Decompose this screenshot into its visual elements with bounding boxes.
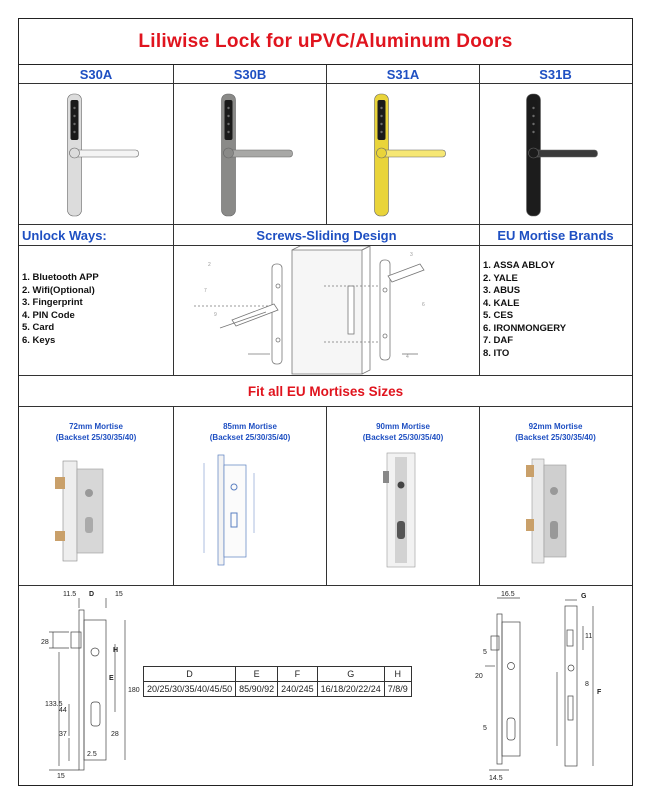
dim-label: 16.5: [501, 591, 515, 598]
list-item: 5. CES: [483, 310, 514, 321]
list-item: 1. ASSA ABLOY: [483, 260, 555, 271]
list-item: 5. Card: [22, 322, 55, 333]
keypad-key: [532, 115, 534, 117]
model-name: S30A: [19, 65, 174, 83]
dim-label: 2.5: [87, 751, 97, 758]
smart-lock-image: [174, 84, 327, 225]
list-item: 4. KALE: [483, 297, 520, 309]
svg-text:6: 6: [422, 302, 425, 308]
mortise-size: 92mm Mortise: [528, 422, 583, 431]
exploded-view-drawing: [174, 246, 480, 376]
fit-title-row: [19, 376, 632, 407]
list-item: 8. ITO: [483, 347, 510, 359]
dim-label: 20: [475, 673, 483, 680]
dim-label: 5: [483, 725, 487, 732]
mortise-cell: [174, 407, 327, 585]
mortise-image: [19, 443, 174, 573]
mortise-image: [327, 443, 480, 573]
brands-header: EU Mortise Brands: [497, 227, 614, 243]
smart-lock-image: [327, 84, 480, 225]
features-row: [19, 246, 632, 376]
list-item: 6. IRONMONGERY: [483, 322, 567, 334]
fit-title: Fit all EU Mortises Sizes: [247, 383, 404, 399]
lock-image-cell: [174, 84, 327, 224]
design-header: Screws-Sliding Design: [174, 225, 480, 245]
mortise-backset: (Backset 25/30/35/40): [362, 433, 444, 442]
mortise-size: 85mm Mortise: [223, 422, 277, 431]
lock-image-cell: [19, 84, 174, 224]
page-title: Liliwise Lock for uPVC/Aluminum Doors: [19, 19, 632, 65]
keypad-key: [73, 123, 75, 125]
table-cell: 7/8/9: [384, 682, 411, 697]
dim-label: D: [89, 591, 95, 598]
keypad-key: [380, 123, 382, 125]
table-header-cell: H: [384, 667, 411, 682]
lock-handle: [534, 150, 598, 157]
mortise-image: [480, 443, 631, 573]
keypad: [378, 100, 386, 140]
svg-text:3: 3: [410, 252, 413, 258]
dim-label: 11: [585, 633, 593, 640]
dimension-table: [143, 666, 412, 697]
keypad-key: [227, 107, 229, 109]
dim-label: 15: [57, 773, 65, 780]
mortise-backset: (Backset 25/30/35/40): [209, 433, 291, 442]
handle-rose: [70, 148, 80, 158]
list-item: 6. Keys: [22, 334, 56, 346]
keypad-key: [532, 131, 534, 133]
mortise-backset: (Backset 25/30/35/40): [515, 433, 596, 442]
installation-diagram: [174, 246, 480, 375]
unlock-ways-header: Unlock Ways:: [19, 225, 174, 245]
technical-drawing-section: [19, 586, 632, 783]
dim-label: 5: [483, 649, 487, 656]
brands-list: [480, 246, 631, 375]
dim-label: F: [597, 689, 602, 696]
model-header-row: [19, 65, 632, 84]
smart-lock-image: [19, 84, 174, 225]
keypad-key: [380, 131, 382, 133]
dim-label: 11.5: [63, 591, 77, 598]
model-name: S31A: [327, 65, 480, 83]
dim-label: 28: [41, 639, 49, 646]
smart-lock-image: [480, 84, 631, 225]
list-item: 2. Wifi(Optional): [22, 284, 95, 296]
unlock-ways-list: [19, 246, 174, 375]
keypad: [225, 100, 233, 140]
keypad: [71, 100, 79, 140]
handle-rose: [377, 148, 387, 158]
dim-label: 180: [128, 687, 140, 694]
table-header-cell: E: [236, 667, 278, 682]
lock-handle: [75, 150, 139, 157]
mortise-size: 72mm Mortise: [69, 422, 123, 431]
list-item: 4. PIN Code: [22, 309, 75, 321]
mortise-dimension-drawing-left: [19, 586, 149, 783]
keypad-key: [227, 131, 229, 133]
keypad-key: [380, 115, 382, 117]
table-header-cell: G: [317, 667, 384, 682]
table-row: [144, 682, 412, 697]
mortise-drawing: [174, 443, 327, 573]
dim-label: 15: [115, 591, 123, 598]
keypad-key: [73, 115, 75, 117]
mortise-dimension-drawing-right: [469, 586, 632, 783]
model-name: S30B: [174, 65, 327, 83]
list-item: 3. Fingerprint: [22, 297, 83, 308]
svg-text:9: 9: [214, 312, 217, 318]
section-header-row: [19, 225, 632, 246]
keypad-key: [227, 115, 229, 117]
keypad: [530, 100, 538, 140]
lock-handle: [229, 150, 293, 157]
table-cell: 20/25/30/35/40/45/50: [144, 682, 236, 697]
dim-label: 14.5: [489, 775, 503, 782]
list-item: 7. DAF: [483, 335, 514, 346]
table-cell: 85/90/92: [236, 682, 278, 697]
dim-label: 37: [59, 731, 67, 738]
keypad-key: [380, 107, 382, 109]
handle-rose: [529, 148, 539, 158]
dim-label: 44: [59, 707, 67, 714]
lock-handle: [382, 150, 446, 157]
dim-label: 133.5: [45, 701, 63, 708]
table-header-cell: D: [144, 667, 236, 682]
mortise-size: 90mm Mortise: [376, 422, 430, 431]
dim-label: 28: [111, 731, 119, 738]
svg-text:7: 7: [204, 288, 207, 294]
dim-label: H: [113, 647, 119, 654]
spec-sheet: [18, 18, 633, 786]
list-item: 2. YALE: [483, 272, 518, 284]
handle-rose: [224, 148, 234, 158]
keypad-key: [73, 131, 75, 133]
svg-text:4: 4: [406, 354, 409, 360]
model-image-row: [19, 84, 632, 225]
dim-label: E: [109, 675, 114, 682]
table-cell: 16/18/20/22/24: [317, 682, 384, 697]
mortise-cell: [327, 407, 480, 585]
mortise-cell: [19, 407, 174, 585]
model-name: S31B: [539, 66, 572, 82]
dim-label: 8: [585, 681, 589, 688]
keypad-key: [532, 123, 534, 125]
table-cell: 240/245: [278, 682, 318, 697]
list-item: 3. ABUS: [483, 285, 521, 296]
mortise-cell: [480, 407, 631, 585]
table-header-cell: F: [278, 667, 318, 682]
dim-label: G: [581, 593, 587, 600]
keypad-key: [532, 107, 534, 109]
mortise-row: [19, 407, 632, 586]
lock-image-cell: [327, 84, 480, 224]
lock-image-cell: [480, 84, 631, 224]
table-header-row: [144, 667, 412, 682]
list-item: 1. Bluetooth APP: [22, 272, 99, 283]
mortise-backset: (Backset 25/30/35/40): [55, 433, 137, 442]
svg-text:2: 2: [208, 262, 211, 268]
keypad-key: [73, 107, 75, 109]
keypad-key: [227, 123, 229, 125]
